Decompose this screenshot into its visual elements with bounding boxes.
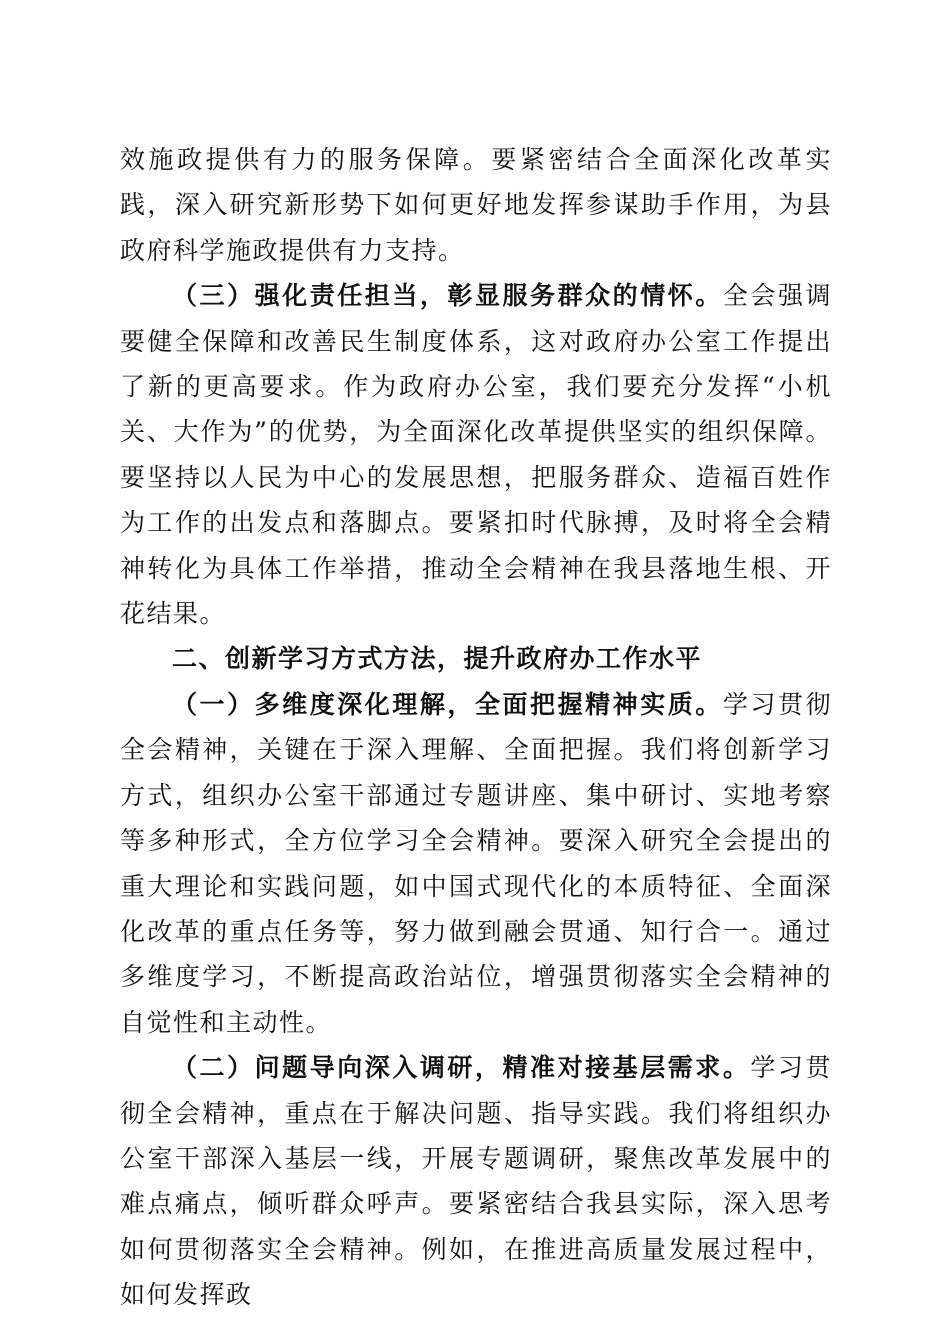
document-body — [120, 137, 832, 1318]
paragraph-continuation — [120, 137, 832, 273]
paragraph-text: 全会强调要健全保障和改善民生制度体系，这对政府办公室工作提出了新的更高要求。作为政府办公室，我们要充分发挥“小机关、大作为”的优势，为全面深化改革提供坚实的组织保障。要坚持以人民为中心的发展思想，把服务群众、造福百姓作为工作的出发点和落脚点。要紧扣时代脉搏，及时将全会精神转化为具体工作举措，推动全会精神在我县落地生根、开花结果。 — [120, 281, 832, 629]
paragraph-subsection-2 — [120, 1045, 832, 1317]
paragraph-section-3 — [120, 273, 832, 636]
paragraph-text: 学习贯彻全会精神，重点在于解决问题、指导实践。我们将组织办公室干部深入基层一线，开展专题调研，聚焦改革发展中的难点痛点，倾听群众呼声。要紧密结合我县实际，深入思考如何贯彻落实全会精神。例如，在推进高质量发展过程中，如何发挥政 — [120, 1053, 832, 1310]
paragraph-lead: （三）强化责任担当，彰显服务群众的情怀。 — [172, 281, 723, 311]
paragraph-subsection-1 — [120, 682, 832, 1045]
paragraph-text: 效施政提供有力的服务保障。要紧密结合全面深化改革实践，深入研究新形势下如何更好地发挥参谋助手作用，为县政府科学施政提供有力支持。 — [120, 145, 832, 265]
paragraph-text: 学习贯彻全会精神，关键在于深入理解、全面把握。我们将创新学习方式，组织办公室干部通过专题讲座、集中研讨、实地考察等多种形式，全方位学习全会精神。要深入研究全会提出的重大理论和实践问题，如中国式现代化的本质特征、全面深化改革的重点任务等，努力做到融会贯通、知行合一。通过多维度学习，不断提高政治站位，增强贯彻落实全会精神的自觉性和主动性。 — [120, 689, 832, 1037]
section-heading: 二、创新学习方式方法，提升政府办工作水平 — [172, 644, 703, 674]
paragraph-lead: （一）多维度深化理解，全面把握精神实质。 — [172, 689, 723, 719]
paragraph-lead: （二）问题导向深入调研，精准对接基层需求。 — [172, 1053, 751, 1083]
